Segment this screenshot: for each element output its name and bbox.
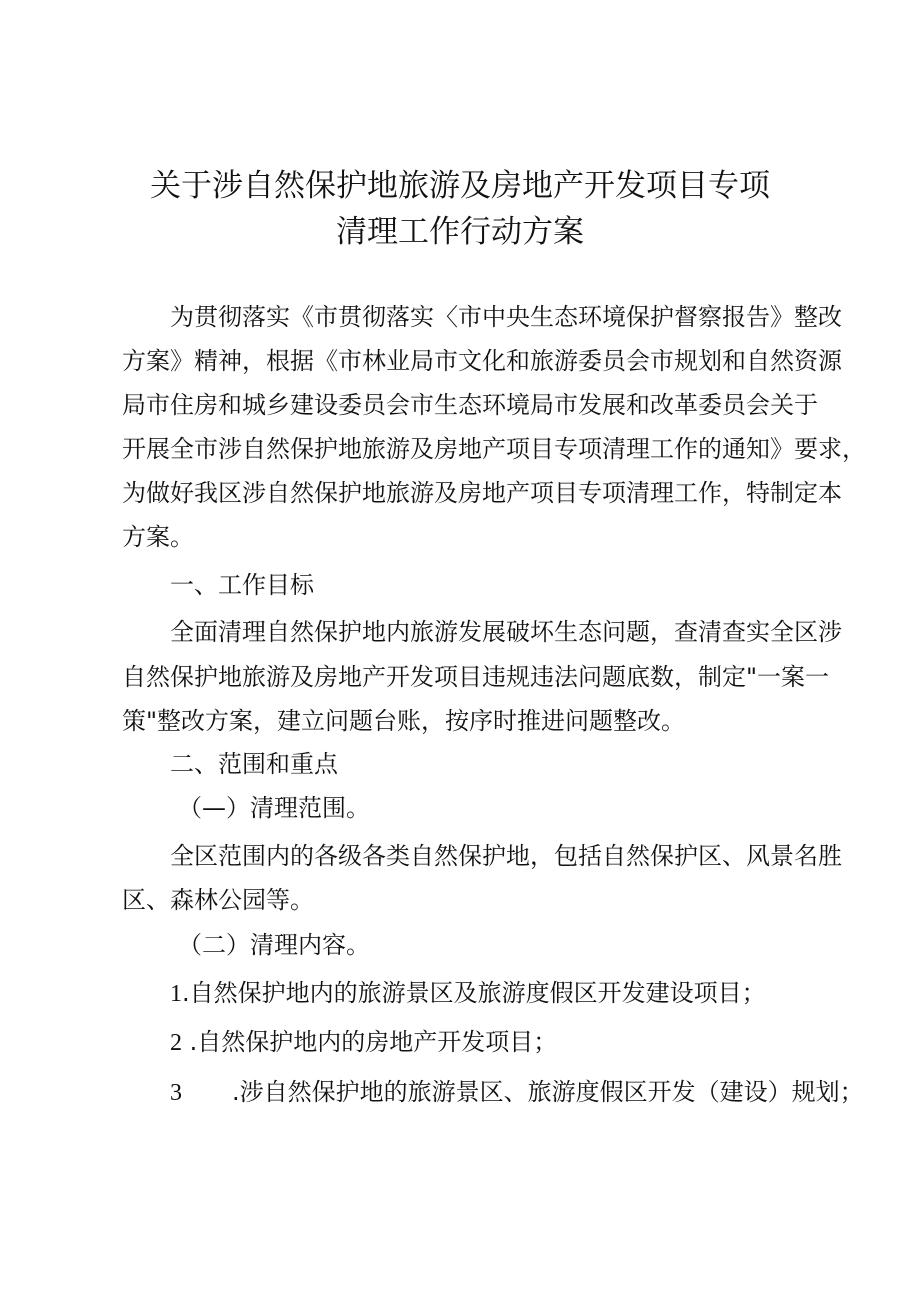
list-item-text: .自然保护地内的旅游景区及旅游度假区开发建设项目； [182,979,766,1007]
subsection-2-heading: （二）清理内容。 [178,931,370,959]
subsection-1-paragraph-line: 区、森林公园等。 [122,886,314,914]
list-item [170,1027,812,1058]
list-item-text: .涉自然保护地的旅游景区、旅游度假区开发（建设）规划； [232,1078,864,1106]
intro-paragraph-line: 局市住房和城乡建设委员会市生态环境局市发展和改革委员会关于 [122,391,818,419]
list-item-text: .自然保护地内的房地产开发项目； [182,1028,558,1056]
intro-paragraph-line: 开展全市涉自然保护地旅游及房地产项目专项清理工作的通知》要求， [122,435,866,463]
list-item [170,1077,864,1108]
list-item [170,978,812,1009]
document-title-line-1: 关于涉自然保护地旅游及房地产开发项目专项 [150,168,770,204]
section-1-paragraph-line: 自然保护地旅游及房地产开发项目违规违法问题底数，制定"一案一 [122,663,830,691]
subsection-1-paragraph-line: 全区范围内的各级各类自然保护地，包括自然保护区、风景名胜 [170,842,842,870]
document-title-line-2: 清理工作行动方案 [336,214,584,250]
intro-paragraph-line: 为做好我区涉自然保护地旅游及房地产项目专项清理工作，特制定本 [122,479,842,507]
section-2-heading: 二、范围和重点 [170,750,338,778]
section-1-heading: 一、工作目标 [170,571,314,599]
list-item-number: 2 [170,1030,182,1056]
intro-paragraph-line: 方案。 [122,523,194,551]
list-item-number: 1 [170,981,182,1007]
intro-paragraph-line: 方案》精神，根据《市林业局市文化和旅游委员会市规划和自然资源 [122,347,842,375]
section-1-paragraph-line: 全面清理自然保护地内旅游发展破坏生态问题，查清查实全区涉 [170,618,842,646]
list-item-number: 3 [170,1080,182,1106]
intro-paragraph-line: 为贯彻落实《市贯彻落实〈市中央生态环境保护督察报告》整改 [170,303,842,331]
subsection-1-heading: （—）清理范围。 [178,794,370,822]
section-1-paragraph-line: 策"整改方案，建立问题台账，按序时推进问题整改。 [122,707,686,735]
